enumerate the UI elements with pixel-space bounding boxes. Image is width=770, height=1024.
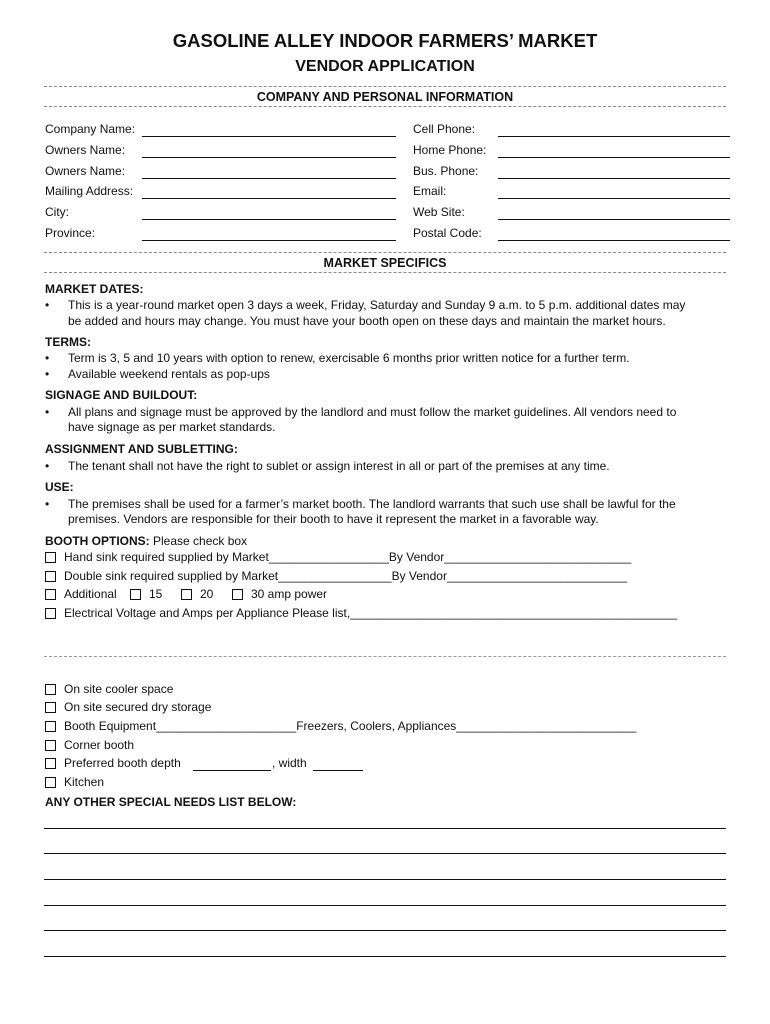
- terms-text-2: Available weekend rentals as pop-ups: [68, 367, 270, 381]
- terms-text-1: Term is 3, 5 and 10 years with option to renew, exercisable 6 months prior written notice for a further term.: [68, 351, 630, 365]
- checkbox[interactable]: [45, 571, 56, 582]
- use-text-2: premises. Vendors are responsible for their booth to have it represent the market in a favorable way.: [68, 512, 599, 526]
- checkbox[interactable]: [45, 777, 56, 788]
- company-name-field[interactable]: [142, 136, 396, 137]
- email-field[interactable]: [498, 198, 730, 199]
- signage-text-2: have signage as per market standards.: [68, 420, 276, 434]
- use-heading: USE:: [45, 480, 74, 494]
- cell-phone-label: Cell Phone:: [413, 122, 476, 136]
- checkbox[interactable]: [232, 589, 243, 600]
- checkbox[interactable]: [45, 740, 56, 751]
- email-label: Email:: [413, 184, 447, 198]
- booth-width-field[interactable]: [313, 770, 363, 771]
- market-dates-text-1: This is a year-round market open 3 days a week, Friday, Saturday and Sunday 9 a.m. to 5 p.m. additional dates may: [68, 298, 686, 312]
- divider: [44, 272, 726, 273]
- owners-name-label-2: Owners Name:: [45, 164, 126, 178]
- booth-options-note: Please check box: [153, 534, 248, 548]
- kitchen-option[interactable]: [45, 775, 104, 789]
- postal-code-label: Postal Code:: [413, 226, 482, 240]
- cooler-label: On site cooler space: [64, 682, 174, 696]
- bullet: •: [45, 298, 50, 312]
- home-phone-field[interactable]: [498, 157, 730, 158]
- booth-depth-label: Preferred booth depth: [64, 756, 181, 770]
- booth-depth-option[interactable]: [45, 756, 181, 770]
- bullet: •: [45, 367, 50, 381]
- checkbox[interactable]: [45, 552, 56, 563]
- bus-phone-label: Bus. Phone:: [413, 164, 479, 178]
- booth-options-title: BOOTH OPTIONS:: [45, 534, 150, 548]
- amp-15-label: 15: [149, 587, 163, 601]
- amp-20-option[interactable]: [181, 587, 213, 601]
- amp-30-label: 30 amp power: [251, 587, 328, 601]
- checkbox[interactable]: [45, 758, 56, 769]
- special-needs-line[interactable]: [44, 853, 726, 854]
- double-sink-label: Double sink required supplied by Market_________________By Vendor___________________________: [64, 569, 628, 583]
- mailing-address-label: Mailing Address:: [45, 184, 134, 198]
- amp-30-option[interactable]: [232, 587, 327, 601]
- amp-20-label: 20: [200, 587, 214, 601]
- signage-heading: SIGNAGE AND BUILDOUT:: [45, 388, 198, 402]
- bus-phone-field[interactable]: [498, 178, 730, 179]
- booth-width-label: , width: [272, 756, 307, 770]
- special-needs-line[interactable]: [44, 930, 726, 931]
- kitchen-label: Kitchen: [64, 775, 105, 789]
- bullet: •: [45, 497, 50, 511]
- market-dates-heading: MARKET DATES:: [45, 282, 144, 296]
- checkbox[interactable]: [45, 684, 56, 695]
- assignment-text-1: The tenant shall not have the right to sublet or assign interest in all or part of the premises at any time.: [68, 459, 610, 473]
- booth-depth-field[interactable]: [193, 770, 271, 771]
- special-needs-line[interactable]: [44, 905, 726, 906]
- website-label: Web Site:: [413, 205, 465, 219]
- additional-power-option[interactable]: [45, 587, 117, 601]
- mailing-address-field[interactable]: [142, 198, 396, 199]
- corner-booth-label: Corner booth: [64, 738, 135, 752]
- bullet: •: [45, 351, 50, 365]
- special-needs-line[interactable]: [44, 879, 726, 880]
- owners-name-field-2[interactable]: [142, 178, 396, 179]
- electrical-continuation-line[interactable]: [44, 656, 726, 657]
- electrical-option[interactable]: [45, 606, 677, 620]
- hand-sink-label: Hand sink required supplied by Market__________________By Vendor____________________________: [64, 550, 632, 564]
- dry-storage-label: On site secured dry storage: [64, 700, 212, 714]
- company-name-label: Company Name:: [45, 122, 136, 136]
- checkbox[interactable]: [130, 589, 141, 600]
- checkbox[interactable]: [45, 702, 56, 713]
- equipment-option[interactable]: [45, 719, 636, 733]
- terms-heading: TERMS:: [45, 335, 91, 349]
- city-label: City:: [45, 205, 69, 219]
- website-field[interactable]: [498, 219, 730, 220]
- market-dates-text-2: be added and hours may change. You must have your booth open on these days and maintain the market hours.: [68, 314, 666, 328]
- form-title: GASOLINE ALLEY INDOOR FARMERS’ MARKET: [172, 30, 598, 51]
- checkbox[interactable]: [45, 608, 56, 619]
- hand-sink-option[interactable]: [45, 550, 631, 564]
- divider: [44, 106, 726, 107]
- province-label: Province:: [45, 226, 96, 240]
- use-text-1: The premises shall be used for a farmer’s market booth. The landlord warrants that such use shall be lawful for the: [68, 497, 676, 511]
- form-subtitle: VENDOR APPLICATION: [295, 58, 475, 75]
- corner-booth-option[interactable]: [45, 738, 134, 752]
- divider: [44, 252, 726, 253]
- checkbox[interactable]: [45, 721, 56, 732]
- additional-label: Additional: [64, 587, 117, 601]
- divider: [44, 86, 726, 87]
- special-needs-heading: ANY OTHER SPECIAL NEEDS LIST BELOW:: [45, 795, 297, 809]
- bullet: •: [45, 459, 50, 473]
- home-phone-label: Home Phone:: [413, 143, 487, 157]
- special-needs-line[interactable]: [44, 956, 726, 957]
- bullet: •: [45, 405, 50, 419]
- cell-phone-field[interactable]: [498, 136, 730, 137]
- signage-text-1: All plans and signage must be approved by the landlord and must follow the market guidelines. All vendors need to: [68, 405, 677, 419]
- owners-name-field[interactable]: [142, 157, 396, 158]
- assignment-heading: ASSIGNMENT AND SUBLETTING:: [45, 442, 238, 456]
- province-field[interactable]: [142, 240, 396, 241]
- electrical-label: Electrical Voltage and Amps per Appliance Please list,_________________________________________________: [64, 606, 678, 620]
- checkbox[interactable]: [181, 589, 192, 600]
- cooler-option[interactable]: [45, 682, 173, 696]
- city-field[interactable]: [142, 219, 396, 220]
- postal-code-field[interactable]: [498, 240, 730, 241]
- owners-name-label: Owners Name:: [45, 143, 126, 157]
- market-section-heading: MARKET SPECIFICS: [323, 256, 447, 270]
- checkbox[interactable]: [45, 589, 56, 600]
- company-section-heading: COMPANY AND PERSONAL INFORMATION: [256, 90, 514, 104]
- double-sink-option[interactable]: [45, 569, 627, 583]
- booth-options-heading: [45, 534, 247, 548]
- equipment-label: Booth Equipment_____________________Freezers, Coolers, Appliances___________________________: [64, 719, 637, 733]
- dry-storage-option[interactable]: [45, 700, 211, 714]
- amp-15-option[interactable]: [130, 587, 162, 601]
- special-needs-line[interactable]: [44, 828, 726, 829]
